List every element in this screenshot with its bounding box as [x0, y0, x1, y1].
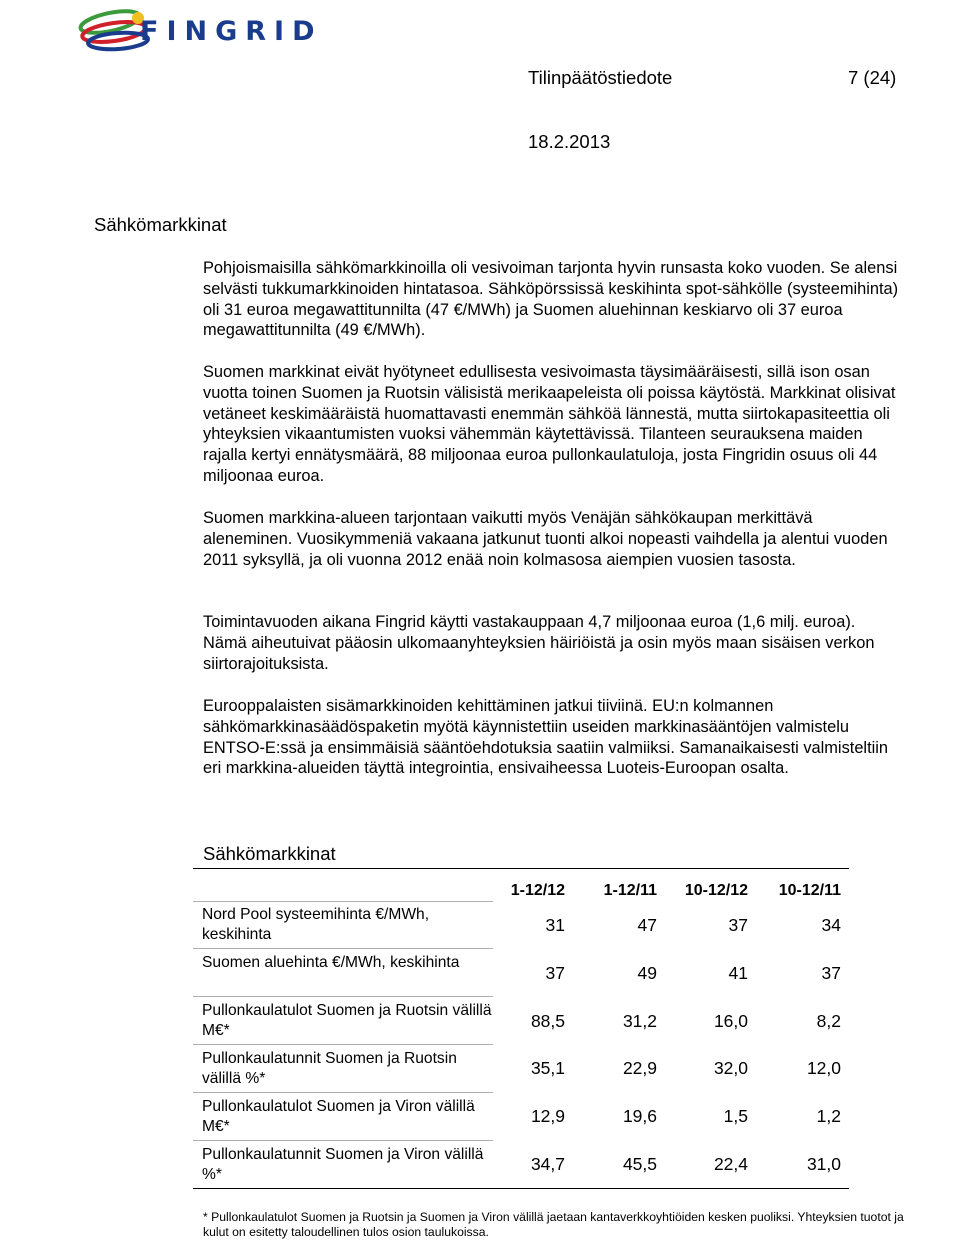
paragraph: Toimintavuoden aikana Fingrid käytti vastakauppaan 4,7 miljoonaa euroa (1,6 milj. euroa). Nämä aiheutuivat pääosin ulkomaanyhteyksien häiriöistä ja osin myös maan sisäisen verkon siirtorajoituksista.: [203, 613, 875, 673]
table-cell: 34,7: [530, 1154, 565, 1174]
table-cell: 35,1: [530, 1058, 565, 1078]
table-cell: 47: [637, 915, 657, 935]
document-title: Tilinpäätöstiedote: [528, 67, 673, 88]
fingrid-logo-swoosh-icon: [74, 4, 150, 60]
row-divider: [193, 1044, 493, 1045]
document-date: 18.2.2013: [528, 131, 611, 152]
table-cell: 31: [545, 915, 565, 935]
column-header: 1-12/11: [603, 882, 657, 899]
row-label: Pullonkaulatulot Suomen ja Ruotsin välillä M€*: [202, 1002, 492, 1039]
table-top-rule: [193, 868, 849, 869]
table-cell: 88,5: [530, 1011, 565, 1031]
table-footnote: * Pullonkaulatulot Suomen ja Ruotsin ja Suomen ja Viron välillä jaetaan kantaverkkoyhtiöiden kesken puoliksi. Yhteyksien tuotot ja kulut on esitetty taloudellinen tulos osion taulukoissa.: [203, 1210, 904, 1239]
table-cell: 32,0: [713, 1058, 748, 1078]
table-cell: 49: [637, 963, 657, 983]
section-heading: Sähkömarkkinat: [94, 214, 227, 235]
table-cell: 37: [545, 963, 565, 983]
paragraph: Suomen markkinat eivät hyötyneet edullisesta vesivoimasta täysimääräisesti, sillä ison osan vuotta toinen Suomen ja Ruotsin välisistä merikaapeleista oli poissa käytöstä. Markkinat olisivat vetäneet keskimääräistä huomattavasti enemmän sähköä lännestä, mutta siirtokapasiteettia oli yhteyksien vikaantumisten vuoksi vähemmän käytettävissä. Tilanteen seurauksena maiden rajalla kertyi ennätysmäärä, 88 miljoonaa euroa pullonkaulatuloja, josta Fingridin osuus oli 44 miljoonaa euroa.: [203, 363, 896, 485]
row-divider: [193, 948, 493, 949]
table-title: Sähkömarkkinat: [203, 843, 336, 864]
paragraph: Suomen markkina-alueen tarjontaan vaikutti myös Venäjän sähkökaupan merkittävä aleneminen. Vuosikymmeniä vakaana jatkunut tuonti alkoi nopeasti vaihdella ja alentui vuoden 2011 syksyllä, ja oli vuonna 2012 enää noin kolmasosa aiempien vuosien tasosta.: [203, 509, 888, 569]
table-cell: 45,5: [622, 1154, 657, 1174]
table-cell: 37: [821, 963, 841, 983]
table-cell: 1,5: [723, 1106, 748, 1126]
table-cell: 22,9: [622, 1058, 657, 1078]
table-cell: 31,2: [622, 1011, 657, 1031]
page-number: 7 (24): [848, 67, 897, 88]
table-cell: 8,2: [816, 1011, 841, 1031]
row-label: Pullonkaulatulot Suomen ja Viron välillä M€*: [202, 1098, 475, 1135]
table-cell: 12,9: [530, 1106, 565, 1126]
table-cell: 34: [821, 915, 841, 935]
logo-wordmark: FINGRID: [140, 16, 323, 47]
column-header: 10-12/11: [778, 882, 841, 899]
row-divider: [193, 901, 493, 902]
table-cell: 41: [728, 963, 748, 983]
table-cell: 12,0: [806, 1058, 841, 1078]
row-label: Nord Pool systeemihinta €/MWh, keskihinta: [202, 906, 430, 943]
row-divider: [193, 996, 493, 997]
paragraph: Pohjoismaisilla sähkömarkkinoilla oli vesivoiman tarjonta hyvin runsasta koko vuoden. Se alensi selvästi tukkumarkkinoiden hintatasoa. Sähköpörssissä keskihinta spot-sähkölle (systeemihinta) oli 31 euroa megawattitunnilta (47 €/MWh) ja Suomen aluehinnan keskiarvo oli 37 euroa megawattitunnilta (49 €/MWh).: [203, 259, 899, 340]
paragraph: Eurooppalaisten sisämarkkinoiden kehittäminen jatkui tiiviinä. EU:n kolmannen sähkömarkkinasäädöspaketin myötä käynnistettiin useiden markkinasääntöjen valmistelu ENTSO-E:ssä ja ensimmäisiä sääntöehdotuksia saatiin valmiiksi. Samanaikaisesti valmisteltiin eri markkina-alueiden täyttä integrointia, ensivaiheessa Luoteis-Euroopan osalta.: [203, 697, 889, 778]
row-label: Pullonkaulatunnit Suomen ja Viron välillä %*: [202, 1146, 484, 1183]
table-cell: 1,2: [816, 1106, 841, 1126]
row-label: Suomen aluehinta €/MWh, keskihinta: [202, 954, 460, 971]
table-cell: 22,4: [713, 1154, 748, 1174]
table-cell: 31,0: [806, 1154, 841, 1174]
row-divider: [193, 1092, 493, 1093]
row-divider: [193, 1140, 493, 1141]
table-cell: 37: [728, 915, 748, 935]
column-header: 1-12/12: [510, 882, 565, 899]
table-cell: 16,0: [713, 1011, 748, 1031]
table-cell: 19,6: [622, 1106, 657, 1126]
row-label: Pullonkaulatunnit Suomen ja Ruotsin välillä %*: [202, 1050, 457, 1087]
column-header: 10-12/12: [684, 882, 748, 899]
table-bottom-rule: [193, 1188, 849, 1189]
